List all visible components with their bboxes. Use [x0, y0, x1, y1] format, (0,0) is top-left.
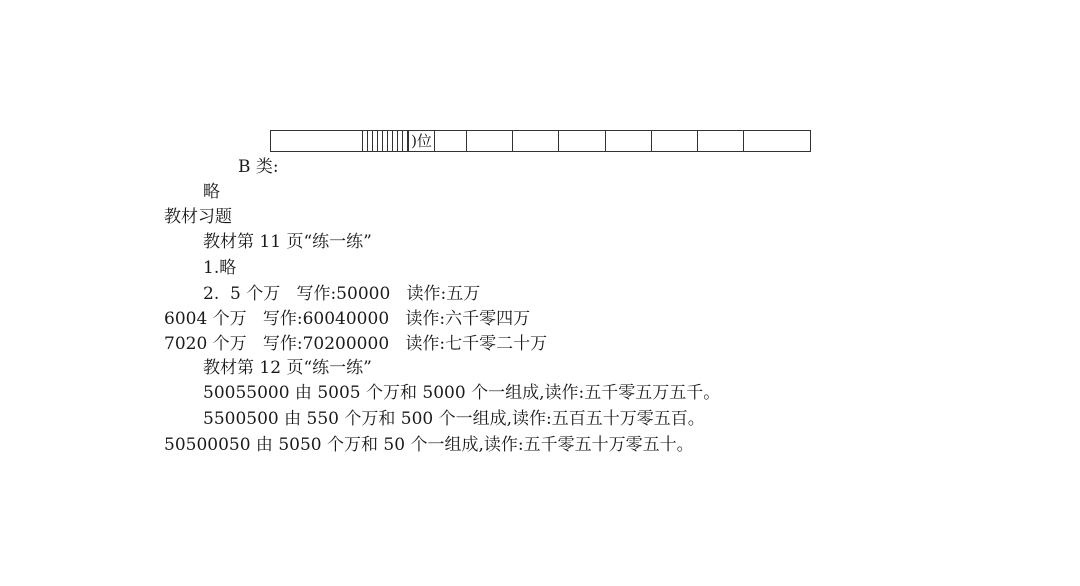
section-heading-textbook-exercises: 教材习题 [164, 207, 232, 227]
table-cell [744, 131, 810, 151]
table-cell [652, 131, 698, 151]
table-cell-hatched [363, 131, 409, 151]
answer-line: 50500050 由 5050 个万和 50 个一组成,读作:五千零五十万零五十。 [164, 435, 694, 455]
table-cell [435, 131, 467, 151]
table-cell-label: )位 [409, 131, 435, 151]
answer-omitted: 略 [203, 182, 220, 202]
answer-line: 6004 个万 写作:60040000 读作:六千零四万 [164, 309, 531, 329]
section-label-b: B 类: [238, 157, 279, 177]
table-cell [513, 131, 559, 151]
table-cell [698, 131, 744, 151]
place-value-table [270, 130, 811, 152]
exercise-heading-page-12: 教材第 12 页“练一练” [203, 358, 372, 378]
answer-line: 50055000 由 5005 个万和 5000 个一组成,读作:五千零五万五千。 [203, 383, 721, 403]
exercise-heading-page-11: 教材第 11 页“练一练” [203, 232, 372, 252]
table-cell [271, 131, 363, 151]
table-cell [467, 131, 513, 151]
answer-line: 5500500 由 550 个万和 500 个一组成,读作:五百五十万零五百。 [203, 409, 705, 429]
answer-line: 7020 个万 写作:70200000 读作:七千零二十万 [164, 334, 548, 354]
table-cell [559, 131, 606, 151]
answer-line: 2. 5 个万 写作:50000 读作:五万 [203, 284, 481, 304]
answer-line: 1.略 [203, 258, 237, 278]
table-cell [606, 131, 652, 151]
